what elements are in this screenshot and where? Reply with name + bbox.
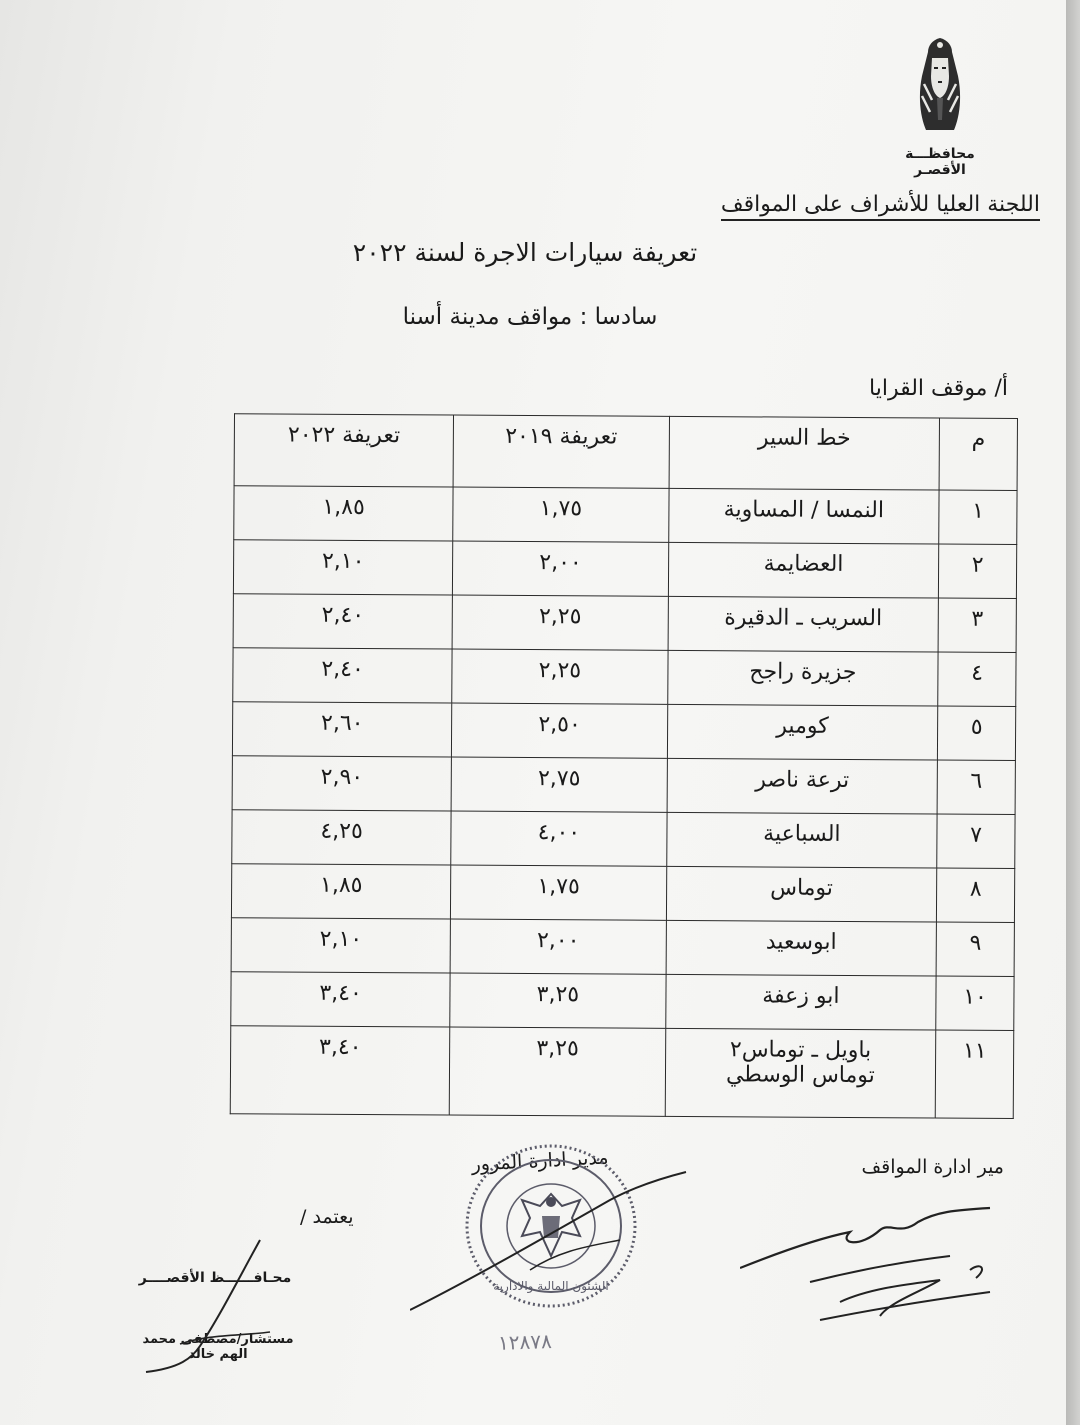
row-fare-2019: ٢,٠٠ [450,919,666,974]
row-num: ١٠ [936,976,1014,1030]
page-edge [1066,0,1080,1425]
header-num: م [939,418,1017,490]
row-fare-2022: ٢,٤٠ [233,594,453,649]
row-fare-2022: ٢,٩٠ [232,756,452,811]
committee-heading: اللجنة العليا للأشراف على المواقف [721,192,1040,221]
row-fare-2022: ٤,٢٥ [232,810,452,865]
row-fare-2019: ٢,٢٥ [452,595,668,650]
table-header-row [234,414,1017,491]
row-fare-2019: ٢,٢٥ [452,649,668,704]
document-subtitle: سادسا : مواقف مدينة أسنا [402,304,658,330]
row-num: ١ [939,490,1017,544]
pharaoh-emblem-icon [912,36,968,132]
row-num: ٩ [936,922,1014,976]
row-fare-2019: ٢,٧٥ [451,757,667,812]
stamp-text: الشئون المالية والادارية [493,1279,609,1293]
document-title: تعريفة سيارات الاجرة لسنة ٢٠٢٢ [352,238,698,267]
row-route: السريب ـ الدقيرة [668,596,939,652]
row-route: النمسا / المساوية [668,488,939,544]
traffic-director-signature-icon [410,1170,690,1320]
row-num: ٦ [937,760,1015,814]
table-row [233,648,1016,707]
row-fare-2022: ١,٨٥ [234,486,454,541]
row-num: ٤ [938,652,1016,706]
section-heading: أ/ موقف القرايا [869,376,1008,401]
row-route-line1: باويل ـ توماس٢ [729,1037,872,1064]
row-route: توماس [666,866,937,922]
row-route [665,1028,936,1118]
row-route: العضايمة [668,542,939,598]
table-row [232,702,1015,761]
row-num: ٣ [938,598,1016,652]
row-num: ١١ [935,1030,1013,1118]
table-row [232,810,1015,869]
header-fare-2022: تعريفة ٢٠٢٢ [234,414,454,487]
table-row [231,972,1014,1031]
row-route: السباعية [666,812,937,868]
row-fare-2019: ٣,٢٥ [450,973,666,1028]
row-fare-2019: ١,٧٥ [451,865,667,920]
governor-label: محـافــــــظ الأقصــــر [138,1270,292,1286]
advisor-name: مستشار/مصطفى محمد الهم خالد [142,1332,294,1362]
row-fare-2019: ٢,٠٠ [453,541,669,596]
governor-signature-icon [140,1236,310,1376]
row-route: ابوسعيد [666,920,937,976]
governorate-label: محافظـــة الأقصـر [905,146,975,178]
table-row [231,918,1014,977]
row-num: ٧ [937,814,1015,868]
row-fare-2022: ٣,٤٠ [230,1026,450,1115]
row-fare-2022: ٢,١٠ [233,540,453,595]
approval-label: يعتمد / [300,1206,354,1228]
table-row [230,1026,1014,1119]
row-fare-2022: ٣,٤٠ [231,972,451,1027]
header-route: خط السير [669,416,940,490]
row-fare-2019: ٤,٠٠ [451,811,667,866]
row-route: ابو زعفة [665,974,936,1030]
table-row [233,594,1016,653]
row-route: ترعة ناصر [667,758,938,814]
stamp-number: ١٢٨٧٨ [497,1329,553,1355]
row-num: ٢ [939,544,1017,598]
row-fare-2019: ٣,٢٥ [450,1027,666,1116]
header-fare-2019: تعريفة ٢٠١٩ [453,415,669,488]
row-num: ٨ [937,868,1015,922]
row-route: جزيرة راجح [667,650,938,706]
parking-director-label: مير ادارة المواقف [861,1156,1004,1178]
row-fare-2019: ٢,٥٠ [452,703,668,758]
table-row [233,540,1016,599]
row-fare-2022: ١,٨٥ [231,864,451,919]
row-num: ٥ [938,706,1016,760]
row-fare-2022: ٢,٦٠ [232,702,452,757]
fare-table [230,413,1018,1119]
table-row [232,756,1015,815]
parking-director-signature-icon [740,1192,1000,1332]
row-fare-2019: ١,٧٥ [453,487,669,542]
row-route-line2: توماس الوسطي [725,1062,875,1089]
row-fare-2022: ٢,١٠ [231,918,451,973]
traffic-director-label: مدير ادارة المرور [470,1146,609,1176]
row-fare-2022: ٢,٤٠ [233,648,453,703]
table-row [231,864,1014,923]
table-row [234,486,1017,545]
row-route: كومير [667,704,938,760]
